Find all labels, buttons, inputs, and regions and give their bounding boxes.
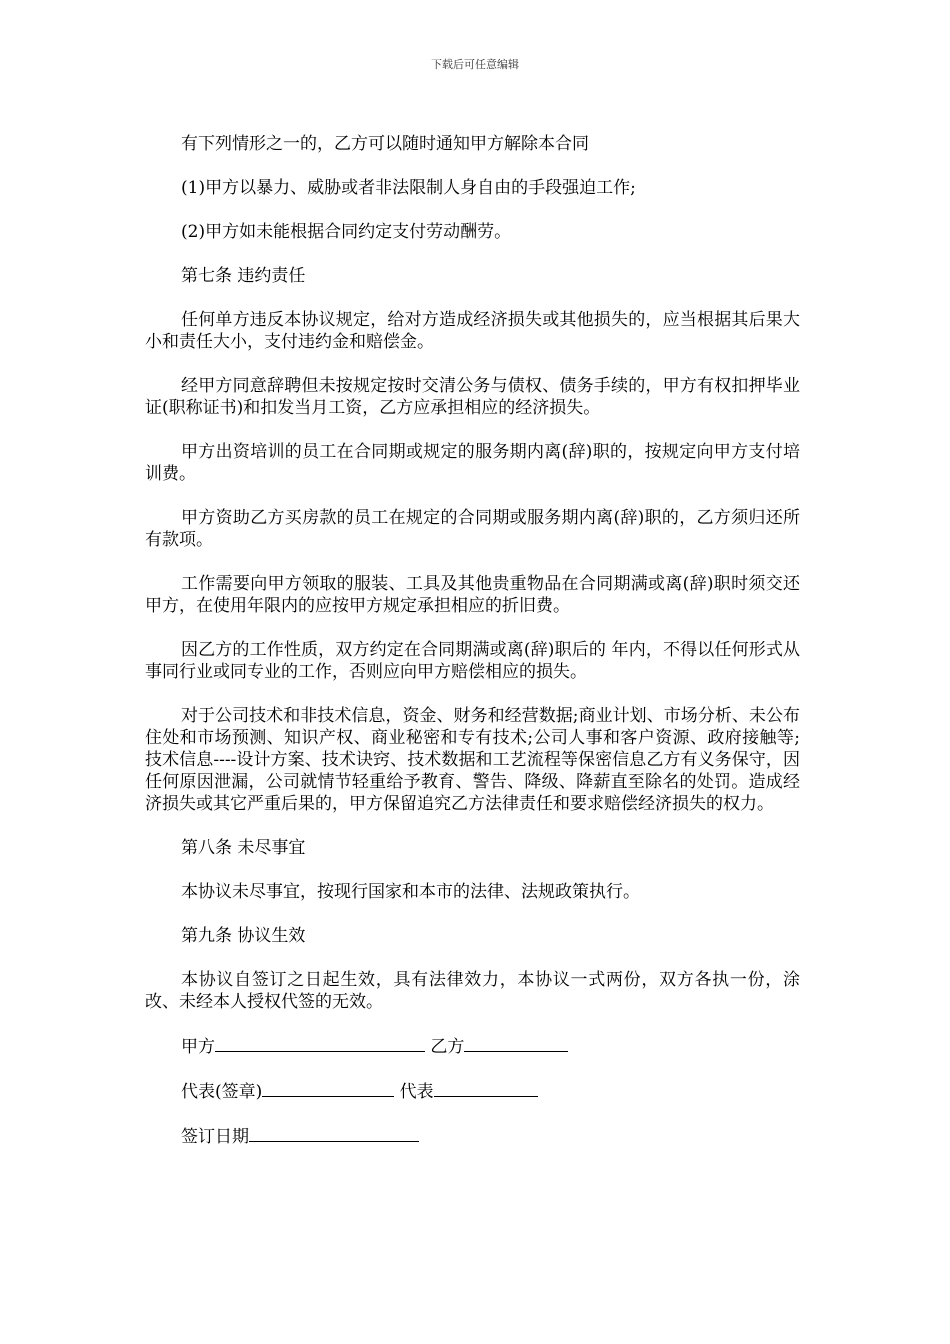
section-heading-article-9: 第九条 协议生效: [181, 926, 306, 946]
page-header-note: 下载后可任意编辑: [431, 58, 519, 71]
rep-signature-line[interactable]: [434, 1080, 538, 1097]
rep-seal-label: 代表(签章): [181, 1082, 263, 1102]
paragraph-breach-liability: 任何单方违反本协议规定，给对方造成经济损失或其他损失的，应当根据其后果大小和责任大小，支付违约金和赔偿金。: [145, 310, 800, 352]
paragraph-training-fee: 甲方出资培训的员工在合同期或规定的服务期内离(辞)职的，按规定向甲方支付培训费。: [145, 442, 800, 484]
party-b-signature-line[interactable]: [464, 1035, 568, 1052]
paragraph-clause-1: (1)甲方以暴力、威胁或者非法限制人身自由的手段强迫工作;: [181, 178, 636, 198]
party-b-label: 乙方: [430, 1037, 465, 1057]
rep-label: 代表: [399, 1082, 434, 1102]
party-a-signature-line[interactable]: [215, 1035, 425, 1052]
paragraph-resignation-procedures: 经甲方同意辞聘但未按规定按时交清公务与债权、债务手续的，甲方有权扣押毕业证(职称证书)和扣发当月工资，乙方应承担相应的经济损失。: [145, 376, 800, 418]
paragraph-effectiveness: 本协议自签订之日起生效，具有法律效力，本协议一式两份，双方各执一份，涂改、未经本人授权代签的无效。: [145, 970, 800, 1012]
signature-row-date: [145, 1125, 800, 1148]
date-label: 签订日期: [181, 1127, 249, 1147]
paragraph-non-compete: 因乙方的工作性质，双方约定在合同期满或离(辞)职后的 年内，不得以任何形式从事同行业或同专业的工作，否则应向甲方赔偿相应的损失。: [145, 640, 800, 682]
party-a-label: 甲方: [181, 1037, 215, 1057]
paragraph-clause-2: (2)甲方如未能根据合同约定支付劳动酬劳。: [181, 222, 512, 242]
rep-seal-signature-line[interactable]: [262, 1080, 394, 1097]
paragraph-housing-funds: 甲方资助乙方买房款的员工在规定的合同期或服务期内离(辞)职的，乙方须归还所有款项。: [145, 508, 800, 550]
date-signature-line[interactable]: [249, 1125, 419, 1142]
paragraph-unresolved-matters: 本协议未尽事宜，按现行国家和本市的法律、法规政策执行。: [181, 882, 640, 902]
section-heading-article-8: 第八条 未尽事宜: [181, 838, 306, 858]
paragraph-termination-intro: 有下列情形之一的，乙方可以随时通知甲方解除本合同: [181, 134, 589, 154]
signature-row-parties: [145, 1035, 800, 1058]
signature-row-representatives: [145, 1080, 800, 1103]
paragraph-return-items: 工作需要向甲方领取的服装、工具及其他贵重物品在合同期满或离(辞)职时须交还甲方，在使用年限内的应按甲方规定承担相应的折旧费。: [145, 574, 800, 616]
section-heading-article-7: 第七条 违约责任: [181, 266, 306, 286]
document-body: [145, 133, 800, 1170]
paragraph-confidentiality: 对于公司技术和非技术信息，资金、财务和经营数据;商业计划、市场分析、未公布住处和市场预测、知识产权、商业秘密和专有技术;公司人事和客户资源、政府接触等;技术信息----设计方案、技术诀窍、技术数据和工艺流程等保密信息乙方有义务保守，因任何原因泄漏，公司就情节轻重给予教育、警告、降级、降薪直至除名的处罚。造成经济损失或其它严重后果的，甲方保留追究乙方法律责任和要求赔偿经济损失的权力。: [145, 706, 800, 814]
